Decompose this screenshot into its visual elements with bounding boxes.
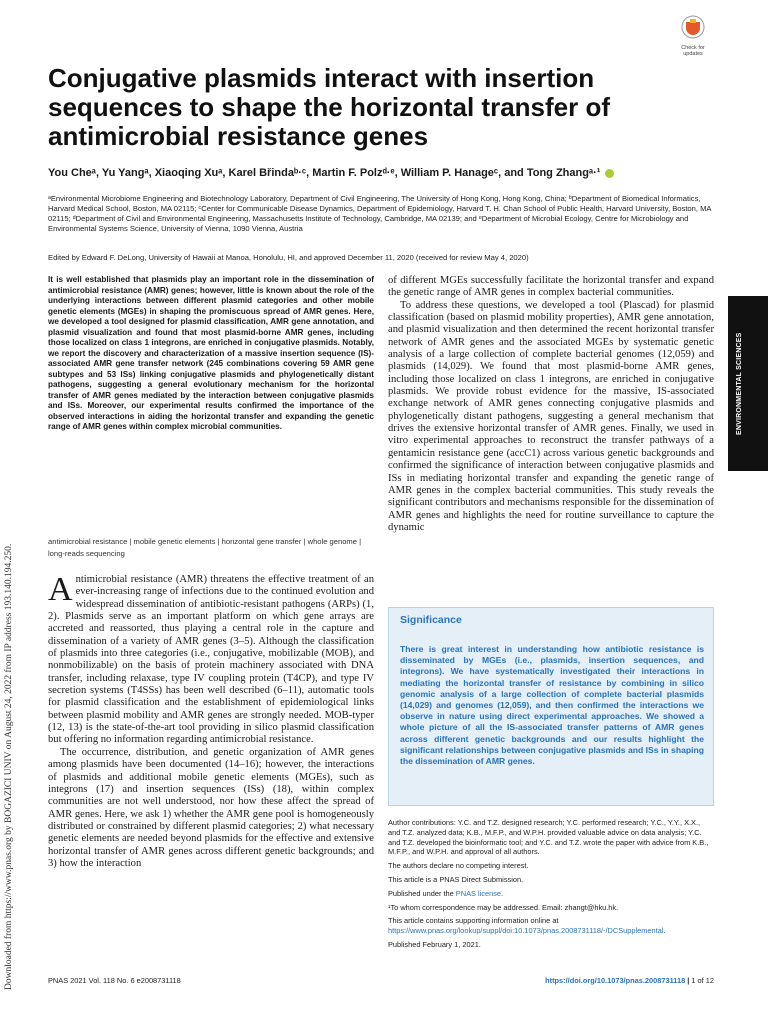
significance-text: There is great interest in understanding how antibiotic resistance is disseminated by MGEs (i.e., plasmids, insertion sequences, and integrons). We have systematically investigated their interactions in mediating the horizontal transfer of resistance by combining in silico genomic analysis of a large collection of complete bacterial plasmids (14,029) and genomes (12,059), and then confirmed the interactions we observe in nature using direct experimental approaches. We showed a whole picture of all the IS-associated transfer patterns of AMR genes across different genetic backgrounds and our results highlight the significant relationships between conjugative plasmids and ISs in shaping the dissemination of AMR genes.: [400, 644, 704, 767]
author-contributions: Author contributions: Y.C. and T.Z. designed research; Y.C. performed research; Y.C., Y.Y., X.X., and T.Z. analyzed data; K.B., M.F.P., and W.P.H. provided valuable advice on data analysis; Y.C. and T.Z. developed the bioinformatic tool; and Y.C. and T.Z. wrote the paper with advice from K.B., M.F.P., and W.P.H. and approval of all authors.: [388, 818, 709, 857]
download-watermark: Downloaded from https://www.pnas.org by BOGAZICI UNIV on August 24, 2022 from IP address 193.140.194.250.: [4, 543, 14, 990]
abstract: It is well established that plasmids play an important role in the dissemination of antimicrobial resistance (AMR) genes; however, little is known about the role of the underlying interactions between different plasmid categories and other mobile genetic elements (MGEs) in shaping the promiscuous spread of AMR genes. Here, we developed a tool designed for plasmid classification, AMR gene annotation, and plasmid visualization and found that most plasmid-borne AMR genes, including those localized on class 1 integrons, are enriched in conjugative plasmids. Notably, we report the discovery and characterization of a massive insertion sequence (IS)-associated AMR gene transfer network (245 combinations covering 59 AMR gene subtypes and 53 ISs) linking conjugative plasmids and phylogenetically distant pathogens, suggesting a general evolutionary mechanism for the horizontal transfer of AMR genes mediated by the interaction between conjugative plasmids and ISs. Moreover, our experimental results confirmed the importance of the observed interactions in aiding the horizontal transfer and expanding the genetic range of AMR genes within complex microbial communities.: [48, 275, 374, 431]
license-note: [388, 889, 714, 899]
intro-paragraph-2: The occurrence, distribution, and genetic organization of AMR genes among plasmids have been documented (14–16); however, the interactions of plasmids and additional mobile genetic elements (MGEs), such as integrons (17) and insertion sequences (ISs) (18), within complex communities are not well understood, nor how these affect the spread of AMR genes. Here, we ask 1) whether the AMR gene pool is homogeneously distributed or constrained by different plasmid categories; 2) what necessary genetic elements are needed beyond plasmids for the effective and extensive horizontal transfer of AMR genes across different genetic backgrounds; and 3) how the interaction: [48, 746, 374, 869]
drop-cap: A: [48, 571, 73, 608]
introduction-left-column: [48, 571, 374, 870]
article-notes: [388, 818, 714, 954]
edited-by: Edited by Edward F. DeLong, University of Hawaii at Manoa, Honolulu, HI, and approved December 11, 2020 (received for review May 4, 2020): [48, 253, 529, 262]
competing-interest: The authors declare no competing interest.: [388, 861, 529, 871]
section-tab-label: ENVIRONMENTAL SCIENCES: [736, 332, 743, 436]
published-date: Published February 1, 2021.: [388, 939, 481, 949]
badge-line1: Check for: [681, 45, 705, 51]
badge-line2: updates: [683, 51, 703, 57]
footer-journal-info: PNAS 2021 Vol. 118 No. 6 e2008731118: [48, 976, 181, 985]
supp-prefix: This article contains supporting information online at: [388, 916, 559, 926]
significance-title: Significance: [400, 614, 462, 626]
intro-p1-text: ntimicrobial resistance (AMR) threatens the effective treatment of an ever-increasing range of infections due to the continued evolution and widespread dissemination of antibiotic-resistant pathogens (ARPs) (1, 2). Plasmids serve as an important platform on which gene arrays are accreted and reassorted, thus playing a central role in the capture and dissemination of a variety of AMR genes (3–5). Although the classification of plasmids into three categories (i.e., conjugative, mobilizable (MOB), and nonmobilizable) on the basis of protein machinery associated with DNA transfer, including relaxase, type IV coupling protein (T4CP), and type IV secretion systems (T4SSs) has been well described (6–11), automatic tools for plasmid classification and the establishment of epidemiological links between plasmid mobility and AMR genes are strongly needed. MOB-typer (12, 13) is the state-of-the-art tool providing in silico plasmid classification but offering no information regarding antimicrobial resistance.: [48, 574, 374, 746]
supp-suffix: .: [663, 926, 666, 936]
intro-paragraph-1: [48, 571, 374, 747]
footer-divider: |: [687, 976, 692, 985]
check-for-updates-icon: [674, 14, 712, 40]
keywords: antimicrobial resistance | mobile genetic elements | horizontal gene transfer | whole genome | long-reads sequencing: [48, 537, 362, 558]
right-paragraph-2: To address these questions, we developed a tool (Plascad) for plasmid classification (based on plasmid mobility properties), AMR gene annotation, and plasmid visualization and then determined the recent horizontal transfer network of AMR genes and the associated MGEs by systematic genetic analysis of a large collection of complete bacterial genomes (12,059) and plasmids (14,029). We found that most plasmid-borne AMR genes, including those localized on class 1 integrons, are enriched in conjugative plasmids. We provide robust evidence for the massive, IS-associated exchange network of AMR genes connecting conjugative plasmids and phylogenetically distant pathogens, suggesting a general mechanism that drives the extensive horizontal transfer of AMR genes. Finally, we used in vitro experimental approaches to reconstruct the transfer pathways of a gentamicin resistance gene (accC1) across various genetic backgrounds and confirmed the significance of interaction between conjugative plasmids and ISs in mediating horizontal transfer and expanding the genetic range of AMR genes in the complex bacterial communities. This study reveals the significant contributors and mechanisms responsible for the dissemination of AMR genes and highlights the need for routine surveillance to capture the dynamic: [388, 299, 714, 533]
author-list: [48, 166, 728, 180]
license-prefix: Published under the: [388, 888, 456, 898]
article-title: Conjugative plasmids interact with insertion sequences to shape the horizontal transfer of antimicrobial resistance genes: [48, 63, 610, 151]
right-paragraph-1: of different MGEs successfully facilitate the horizontal transfer and expand the genetic range of AMR genes in complex bacterial communities.: [388, 275, 714, 299]
footer-right: [480, 976, 714, 985]
correspondence: ¹To whom correspondence may be addressed. Email: zhangt@hku.hk.: [388, 902, 619, 912]
affiliations: ᵃEnvironmental Microbiome Engineering and Biotechnology Laboratory, Department of Civil Engineering, The University of Hong Kong, Hong Kong, China; ᵇDepartment of Biomedical Informatics, Harvard Medical School, Boston, MA 02115; ᶜCenter for Communicable Disease Dynamics, Department of Epidemiology, Harvard T. H. Chan School of Public Health, Harvard University, Boston, MA 02115; ᵈDepartment of Civil and Environmental Engineering, Massachusetts Institute of Technology, Cambridge, MA 02139; and ᵉDepartment of Microbial Ecology, Centre for Microbiology and Environmental Systems Science, University of Vienna, 1090 Vienna, Austria: [48, 194, 712, 233]
footer-doi-link[interactable]: https://doi.org/10.1073/pnas.2008731118: [545, 976, 686, 985]
direct-submission: This article is a PNAS Direct Submission.: [388, 874, 524, 884]
right-column-text: [388, 275, 714, 534]
supplemental-link[interactable]: https://www.pnas.org/lookup/suppl/doi:10.1073/pnas.2008731118/-/DCSupplemental: [388, 926, 664, 936]
supplemental-note: [388, 916, 714, 936]
authors-text: You Cheᵃ, Yu Yangᵃ, Xiaoqing Xuᵃ, Karel Břindaᵇ·ᶜ, Martin F. Polzᵈ·ᵉ, William P. Hanageᶜ, and Tong Zhangᵃ·¹: [48, 167, 601, 179]
footer-page-number: 1 of 12: [691, 976, 714, 985]
orcid-icon[interactable]: [605, 169, 614, 178]
license-link[interactable]: PNAS license: [455, 888, 501, 898]
check-for-updates-badge[interactable]: [674, 14, 712, 57]
license-suffix: .: [500, 888, 504, 898]
